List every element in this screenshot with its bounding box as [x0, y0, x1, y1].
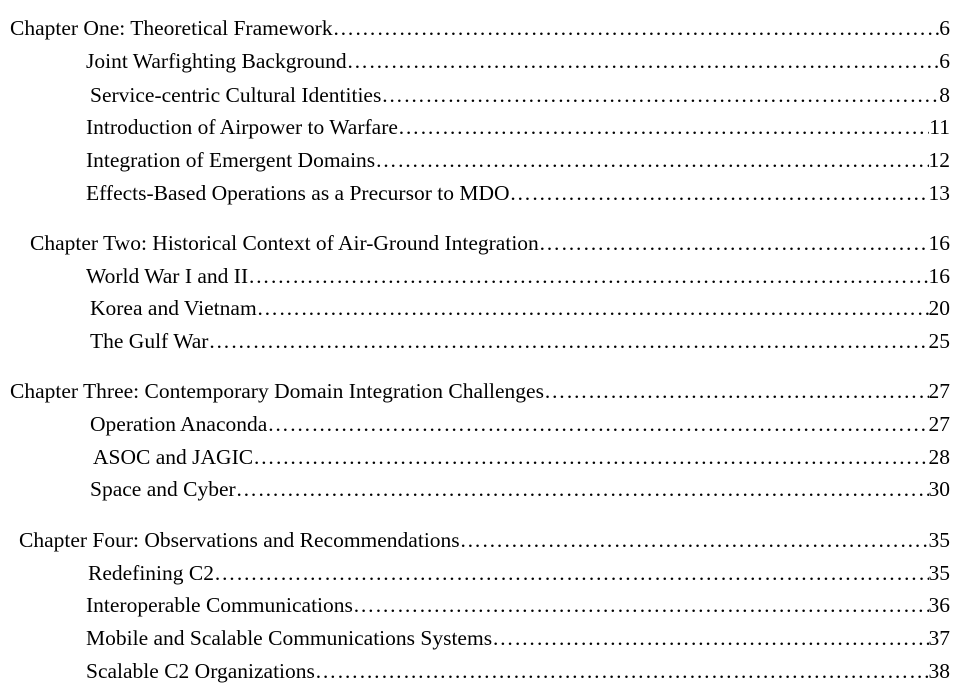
toc-section-effects-based[interactable]: [86, 178, 950, 208]
toc-section-mobile-scalable-comms[interactable]: [86, 623, 950, 653]
dot-leader: [236, 474, 929, 504]
toc-page-number: 27: [928, 412, 950, 436]
toc-entry-title: Effects-Based Operations as a Precursor to MDO: [86, 181, 510, 205]
toc-page-number: 27: [928, 379, 950, 403]
toc-section-space-cyber[interactable]: [90, 474, 950, 504]
dot-leader: [398, 112, 929, 142]
toc-page-number: 25: [928, 329, 950, 353]
toc-entry-title: World War I and II: [86, 264, 249, 288]
dot-leader: [353, 590, 929, 620]
toc-section-asoc-jagic[interactable]: [93, 442, 950, 472]
toc-page-number: 16: [928, 264, 950, 288]
toc-page-number: 16: [928, 231, 950, 255]
toc-entry-title: Interoperable Communications: [86, 593, 353, 617]
toc-section-anaconda[interactable]: [90, 409, 950, 439]
dot-leader: [460, 525, 929, 555]
toc-section-joint-warfighting[interactable]: [86, 46, 950, 76]
toc-page-number: 13: [928, 181, 950, 205]
dot-leader: [539, 228, 929, 258]
toc-page-number: 6: [939, 16, 950, 40]
toc-chapter-two[interactable]: [30, 228, 950, 258]
toc-page-number: 6: [939, 49, 950, 73]
toc-entry-title: Scalable C2 Organizations: [86, 659, 315, 683]
dot-leader: [381, 80, 939, 110]
toc-page-number: 37: [928, 626, 950, 650]
toc-page-number: 12: [928, 148, 950, 172]
toc-section-emergent-domains[interactable]: [86, 145, 950, 175]
toc-section-world-wars[interactable]: [86, 261, 950, 291]
dot-leader: [267, 409, 928, 439]
dot-leader: [208, 326, 928, 356]
toc-entry-title: Introduction of Airpower to Warfare: [86, 115, 398, 139]
toc-chapter-one[interactable]: [10, 13, 950, 43]
toc-chapter-three[interactable]: [10, 376, 950, 406]
toc-section-korea-vietnam[interactable]: [90, 293, 950, 323]
toc-chapter-four[interactable]: [19, 525, 950, 555]
toc-entry-title: Joint Warfighting Background: [86, 49, 347, 73]
toc-page-number: 36: [928, 593, 950, 617]
dot-leader: [315, 656, 929, 686]
dot-leader: [257, 293, 929, 323]
toc-entry-title: Redefining C2: [88, 561, 214, 585]
toc-entry-title: Service-centric Cultural Identities: [90, 83, 382, 107]
toc-section-service-centric[interactable]: [90, 80, 950, 110]
toc-page-number: 11: [929, 115, 950, 139]
toc-section-redefining-c2[interactable]: [88, 558, 950, 588]
toc-page-number: 20: [928, 296, 950, 320]
dot-leader: [510, 178, 929, 208]
toc-page-number: 38: [928, 659, 950, 683]
dot-leader: [248, 261, 928, 291]
toc-entry-title: Space and Cyber: [90, 477, 236, 501]
toc-page-number: 28: [928, 445, 950, 469]
dot-leader: [214, 558, 929, 588]
toc-entry-title: Mobile and Scalable Communications Systems: [86, 626, 493, 650]
dot-leader: [544, 376, 929, 406]
toc-section-interoperable-comms[interactable]: [86, 590, 950, 620]
toc-section-gulf-war[interactable]: [90, 326, 950, 356]
toc-page-number: 35: [928, 561, 950, 585]
toc-entry-title: Integration of Emergent Domains: [86, 148, 376, 172]
dot-leader: [375, 145, 928, 175]
toc-section-airpower[interactable]: [86, 112, 950, 142]
toc-entry-title: ASOC and JAGIC: [93, 445, 254, 469]
toc-entry-title: Chapter One: Theoretical Framework: [10, 16, 333, 40]
toc-entry-title: Chapter Three: Contemporary Domain Integration Challenges: [10, 379, 544, 403]
dot-leader: [347, 46, 940, 76]
toc-entry-title: Korea and Vietnam: [90, 296, 257, 320]
toc-page-number: 8: [939, 83, 950, 107]
toc-entry-title: Chapter Two: Historical Context of Air-Ground Integration: [30, 231, 539, 255]
dot-leader: [253, 442, 928, 472]
toc-entry-title: The Gulf War: [90, 329, 209, 353]
toc-page-number: 35: [928, 528, 950, 552]
dot-leader: [492, 623, 928, 653]
toc-entry-title: Operation Anaconda: [90, 412, 268, 436]
toc-page-number: 30: [928, 477, 950, 501]
toc-section-scalable-c2-orgs[interactable]: [86, 656, 950, 686]
toc-entry-title: Chapter Four: Observations and Recommendations: [19, 528, 460, 552]
dot-leader: [333, 13, 940, 43]
